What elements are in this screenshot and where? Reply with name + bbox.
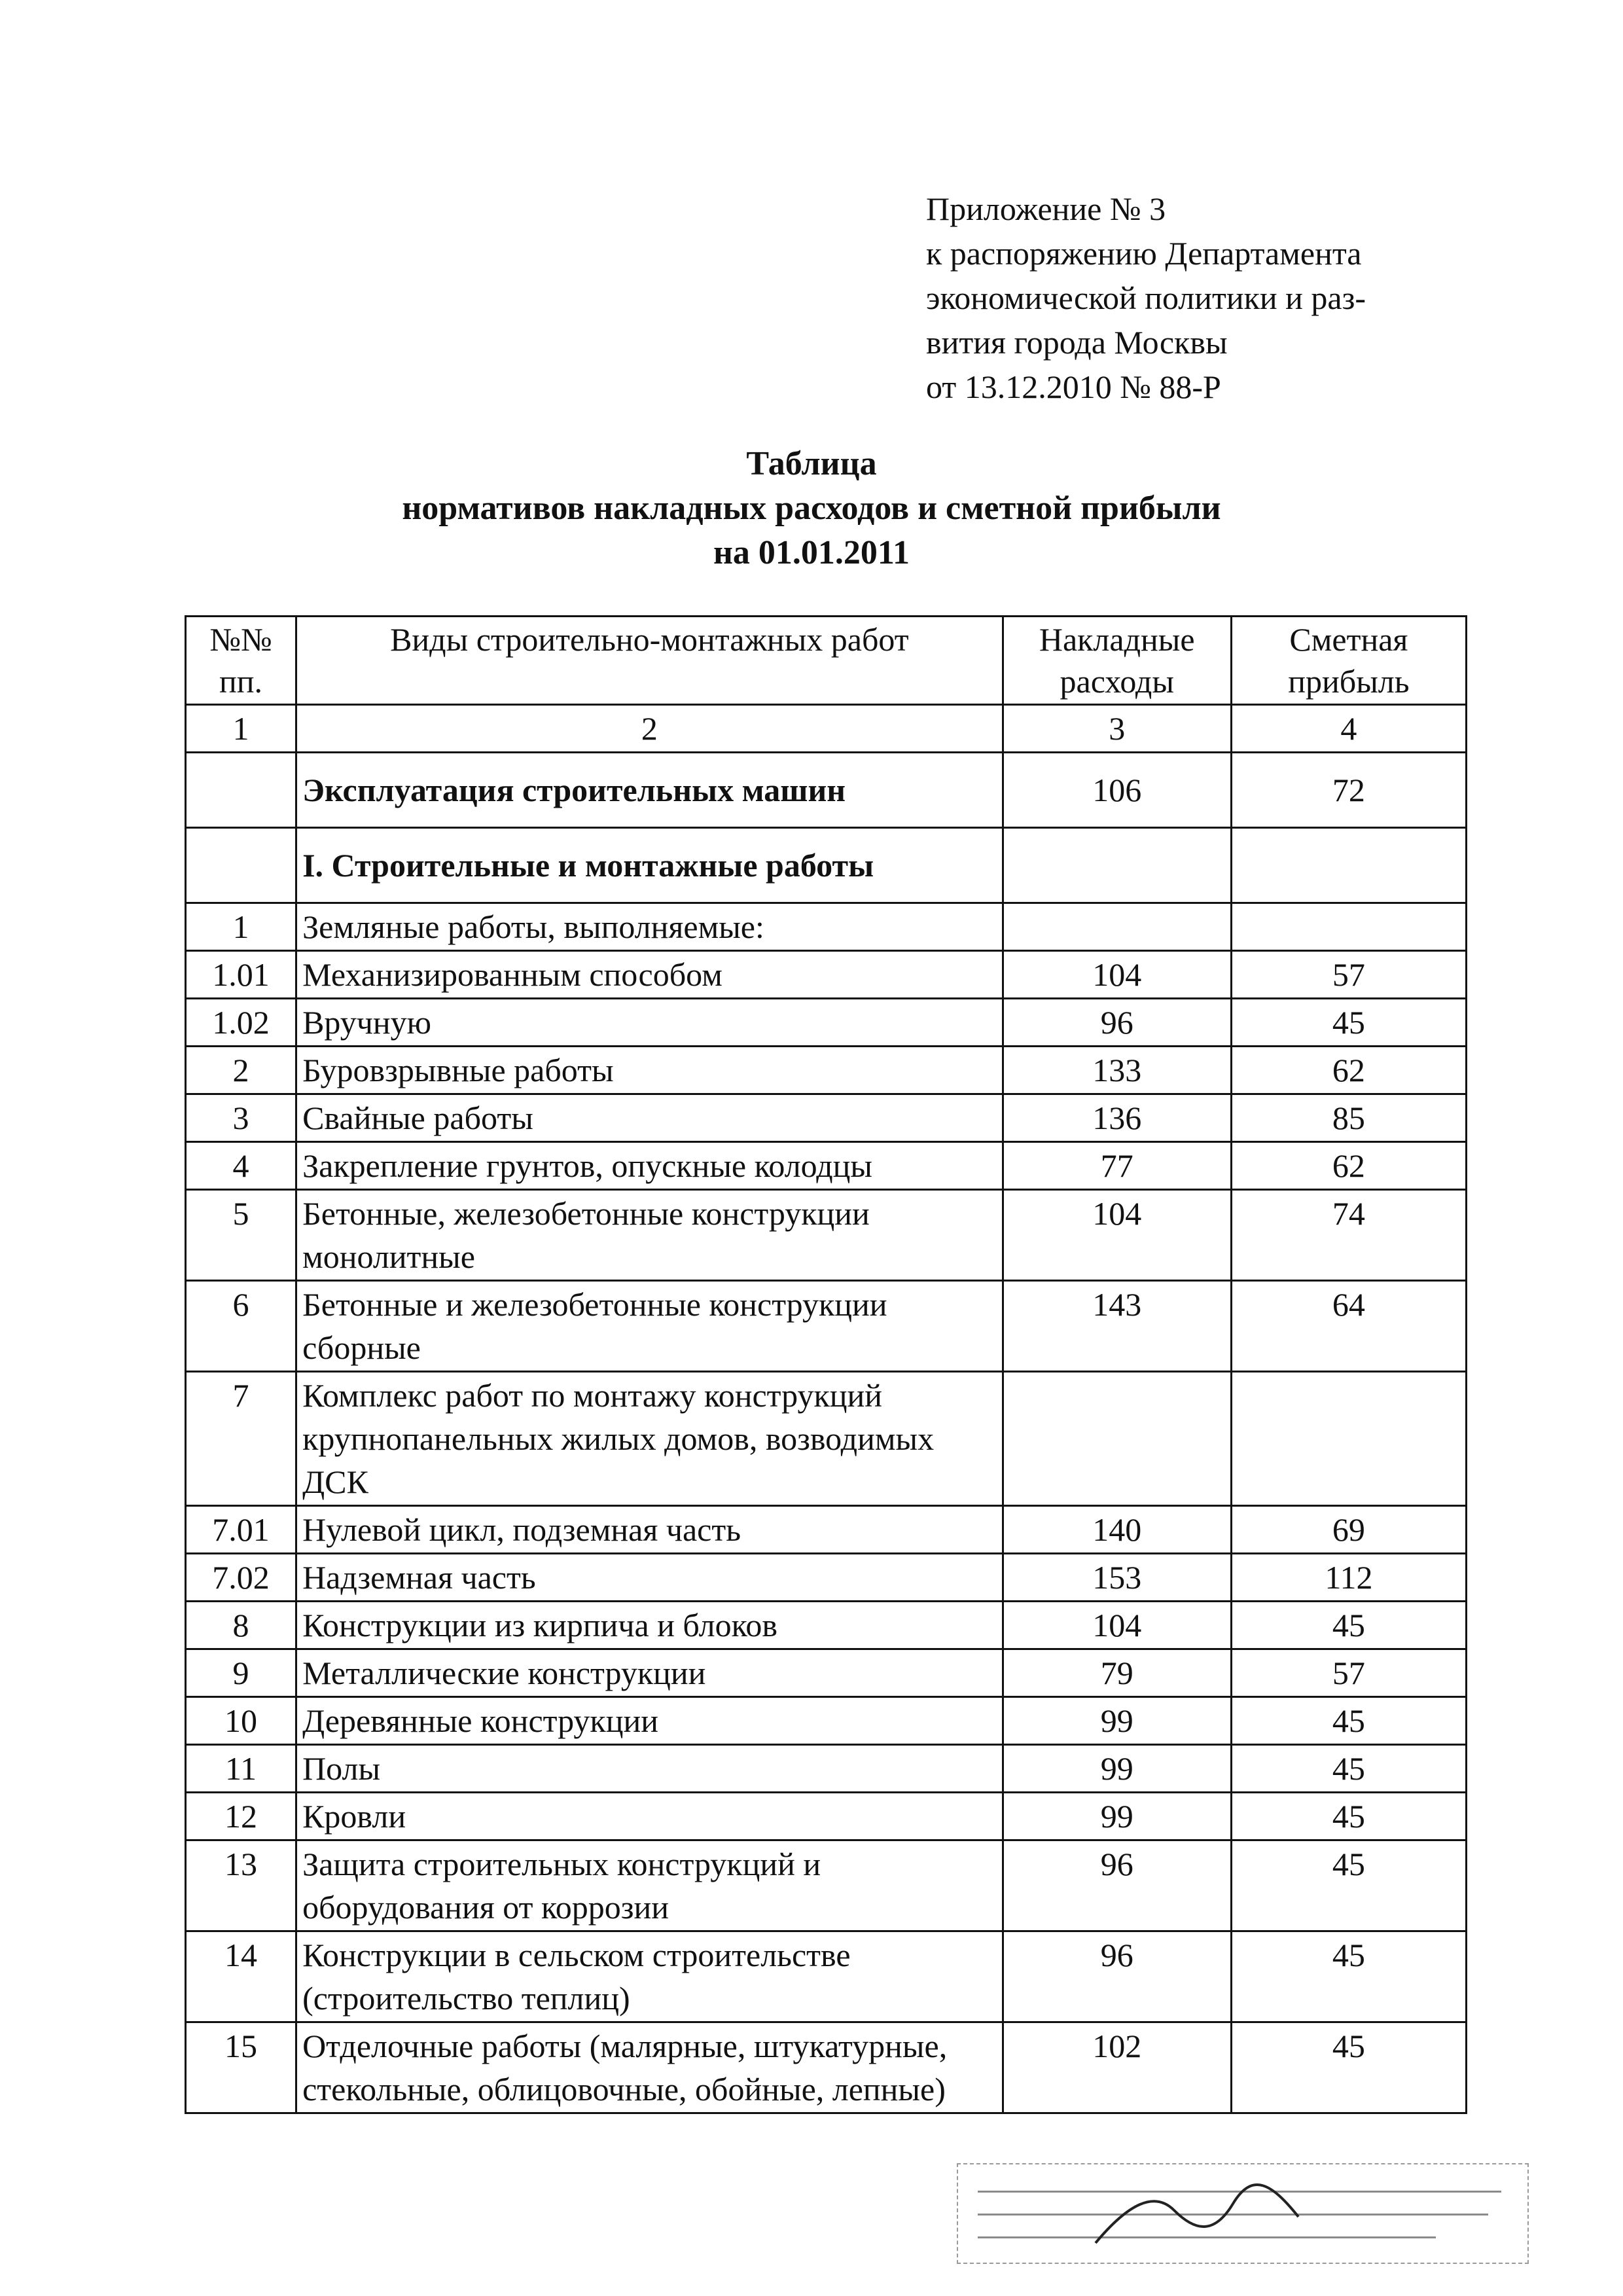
row-overhead: 77 (1003, 1142, 1231, 1190)
appendix-line: Приложение № 3 (926, 190, 1166, 227)
row-overhead (1003, 903, 1231, 951)
row-profit: 45 (1231, 1931, 1466, 2022)
row-overhead: 96 (1003, 1931, 1231, 2022)
row-profit: 45 (1231, 1697, 1466, 1745)
row-profit: 85 (1231, 1094, 1466, 1142)
row-overhead: 99 (1003, 1793, 1231, 1840)
table-row (186, 1281, 1467, 1372)
header-num: №№ пп. (186, 617, 296, 705)
appendix-line: экономической политики и раз- (926, 279, 1366, 316)
row-profit (1231, 1372, 1466, 1506)
row-work-type: Земляные работы, выполняемые: (296, 903, 1003, 951)
header-profit: Сметная прибыль (1231, 617, 1466, 705)
index-cell: 2 (296, 705, 1003, 753)
index-cell: 1 (186, 705, 296, 753)
row-work-type: Эксплуатация строительных машин (296, 753, 1003, 828)
table-row (186, 828, 1467, 903)
row-number (186, 828, 296, 903)
row-number: 7.02 (186, 1554, 296, 1602)
row-profit: 45 (1231, 1793, 1466, 1840)
row-number: 2 (186, 1047, 296, 1094)
table-row (186, 1649, 1467, 1697)
row-overhead: 99 (1003, 1745, 1231, 1793)
row-profit: 45 (1231, 999, 1466, 1047)
table-header-row (186, 617, 1467, 705)
table-row (186, 1602, 1467, 1649)
row-profit: 72 (1231, 753, 1466, 828)
appendix-line: от 13.12.2010 № 88-Р (926, 368, 1221, 405)
row-work-type: Бетонные и железобетонные конструкции сборные (296, 1281, 1003, 1372)
table-row (186, 999, 1467, 1047)
row-profit: 69 (1231, 1506, 1466, 1554)
norms-table (185, 615, 1467, 2114)
row-overhead (1003, 828, 1231, 903)
table-row (186, 753, 1467, 828)
table-row (186, 1190, 1467, 1281)
row-profit: 74 (1231, 1190, 1466, 1281)
row-number: 5 (186, 1190, 296, 1281)
row-profit (1231, 903, 1466, 951)
row-number: 14 (186, 1931, 296, 2022)
row-overhead: 79 (1003, 1649, 1231, 1697)
appendix-line: вития города Москвы (926, 324, 1228, 361)
row-profit: 112 (1231, 1554, 1466, 1602)
row-work-type: Бетонные, железобетонные конструкции монолитные (296, 1190, 1003, 1281)
row-work-type: Кровли (296, 1793, 1003, 1840)
row-work-type: I. Строительные и монтажные работы (296, 828, 1003, 903)
appendix-line: к распоряжению Департамента (926, 235, 1362, 272)
row-work-type: Механизированным способом (296, 951, 1003, 999)
row-profit: 62 (1231, 1142, 1466, 1190)
row-number: 7.01 (186, 1506, 296, 1554)
stamp (957, 2163, 1529, 2264)
row-work-type: Буровзрывные работы (296, 1047, 1003, 1094)
table-row (186, 1047, 1467, 1094)
row-number: 10 (186, 1697, 296, 1745)
row-work-type: Нулевой цикл, подземная часть (296, 1506, 1003, 1554)
title-line-2: нормативов накладных расходов и сметной прибыли (402, 490, 1221, 527)
row-profit: 45 (1231, 1745, 1466, 1793)
row-work-type: Конструкции в сельском строительстве (строительство теплиц) (296, 1931, 1003, 2022)
row-overhead: 106 (1003, 753, 1231, 828)
table-row (186, 1142, 1467, 1190)
appendix-block (926, 187, 1366, 409)
header-name: Виды строительно-монтажных работ (296, 617, 1003, 705)
row-number: 15 (186, 2022, 296, 2113)
row-overhead: 99 (1003, 1697, 1231, 1745)
table-row (186, 1840, 1467, 1931)
table-row (186, 1506, 1467, 1554)
table-row (186, 903, 1467, 951)
row-work-type: Полы (296, 1745, 1003, 1793)
table-row (186, 2022, 1467, 2113)
table-row (186, 1094, 1467, 1142)
row-number: 1.01 (186, 951, 296, 999)
row-work-type: Деревянные конструкции (296, 1697, 1003, 1745)
row-number: 1.02 (186, 999, 296, 1047)
row-work-type: Защита строительных конструкций и оборудования от коррозии (296, 1840, 1003, 1931)
index-cell: 3 (1003, 705, 1231, 753)
table-row (186, 1931, 1467, 2022)
table-row (186, 1793, 1467, 1840)
row-overhead: 104 (1003, 951, 1231, 999)
index-cell: 4 (1231, 705, 1466, 753)
row-profit: 45 (1231, 2022, 1466, 2113)
row-profit: 45 (1231, 1602, 1466, 1649)
row-overhead: 136 (1003, 1094, 1231, 1142)
row-overhead: 143 (1003, 1281, 1231, 1372)
row-work-type: Вручную (296, 999, 1003, 1047)
title-line-3: на 01.01.2011 (713, 534, 910, 571)
row-overhead: 133 (1003, 1047, 1231, 1094)
row-overhead: 104 (1003, 1190, 1231, 1281)
row-overhead: 140 (1003, 1506, 1231, 1554)
row-overhead: 153 (1003, 1554, 1231, 1602)
signature-icon (958, 2164, 1527, 2263)
row-number: 8 (186, 1602, 296, 1649)
row-work-type: Отделочные работы (малярные, штукатурные, стекольные, облицовочные, обойные, лепные) (296, 2022, 1003, 2113)
row-overhead: 104 (1003, 1602, 1231, 1649)
row-work-type: Закрепление грунтов, опускные колодцы (296, 1142, 1003, 1190)
row-work-type: Свайные работы (296, 1094, 1003, 1142)
row-number: 11 (186, 1745, 296, 1793)
document-title (0, 442, 1623, 575)
table-row (186, 1372, 1467, 1506)
row-number: 9 (186, 1649, 296, 1697)
row-profit: 45 (1231, 1840, 1466, 1931)
row-profit: 57 (1231, 1649, 1466, 1697)
row-number: 6 (186, 1281, 296, 1372)
header-overhead: Накладные расходы (1003, 617, 1231, 705)
row-number (186, 753, 296, 828)
row-number: 13 (186, 1840, 296, 1931)
row-number: 3 (186, 1094, 296, 1142)
row-number: 4 (186, 1142, 296, 1190)
row-work-type: Комплекс работ по монтажу конструкций крупнопанельных жилых домов, возводимых ДСК (296, 1372, 1003, 1506)
row-number: 1 (186, 903, 296, 951)
row-profit: 57 (1231, 951, 1466, 999)
row-work-type: Металлические конструкции (296, 1649, 1003, 1697)
row-number: 7 (186, 1372, 296, 1506)
row-overhead: 96 (1003, 999, 1231, 1047)
row-work-type: Конструкции из кирпича и блоков (296, 1602, 1003, 1649)
row-profit: 62 (1231, 1047, 1466, 1094)
table-row (186, 1554, 1467, 1602)
row-profit (1231, 828, 1466, 903)
row-overhead: 102 (1003, 2022, 1231, 2113)
table-row (186, 1697, 1467, 1745)
row-profit: 64 (1231, 1281, 1466, 1372)
row-overhead (1003, 1372, 1231, 1506)
table-row (186, 951, 1467, 999)
table-row (186, 1745, 1467, 1793)
table-index-row (186, 705, 1467, 753)
title-line-1: Таблица (746, 445, 877, 482)
row-overhead: 96 (1003, 1840, 1231, 1931)
row-work-type: Надземная часть (296, 1554, 1003, 1602)
row-number: 12 (186, 1793, 296, 1840)
